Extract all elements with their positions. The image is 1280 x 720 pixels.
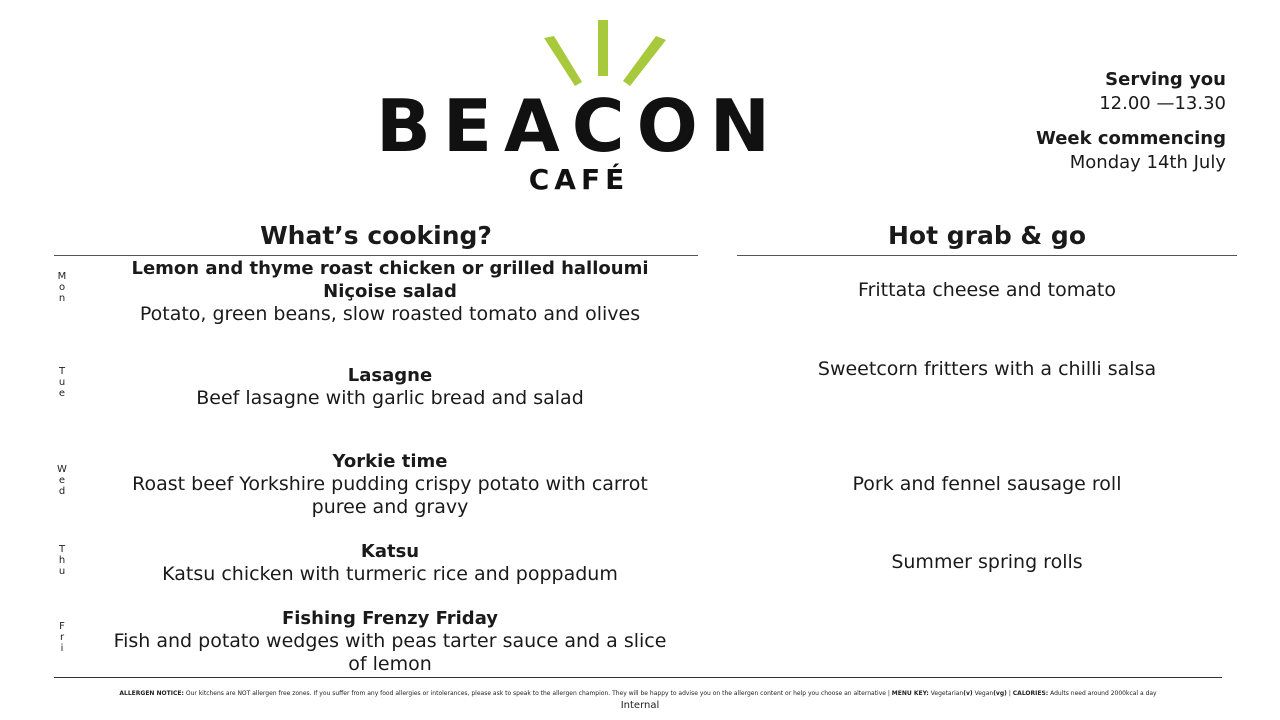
grab-mon: Frittata cheese and tomato [858, 279, 1116, 301]
menu-thu [110, 540, 670, 586]
menu-title: Yorkie time [332, 451, 448, 472]
allergen-notice [54, 690, 1222, 698]
menu-title: Lasagne [347, 365, 433, 386]
logo-wordmark: BEACON [375, 84, 783, 168]
day-letter: e [58, 388, 66, 399]
menu-subtitle: Niçoise salad [323, 281, 457, 302]
beacon-cafe-logo [372, 18, 786, 198]
grab-wed: Pork and fennel sausage roll [852, 473, 1122, 495]
day-label-tue [54, 366, 70, 399]
week-date: Monday 14th July [1069, 152, 1226, 173]
day-label-fri [54, 621, 70, 654]
serving-time: 12.00 —13.30 [1099, 93, 1226, 114]
day-letter: h [58, 555, 66, 566]
footer-divider [54, 677, 1222, 678]
day-letter: n [58, 293, 66, 304]
day-letter: W [57, 464, 67, 475]
footer-separator: | [1008, 690, 1011, 697]
menu-mon [110, 257, 670, 326]
day-letter: r [59, 632, 65, 643]
menu-description: Fish and potato wedges with peas tarter sauce and a slice of lemon [113, 630, 667, 675]
week-label: Week commencing [1036, 128, 1226, 149]
menu-description: Roast beef Yorkshire pudding crispy potato with carrot puree and gravy [132, 473, 648, 518]
vegan-mark: (vg) [993, 690, 1007, 697]
whats-cooking-heading: What’s cooking? [260, 221, 492, 250]
menu-tue [110, 364, 670, 410]
menu-description: Katsu chicken with turmeric rice and poppadum [162, 563, 618, 585]
calories-text: Adults need around 2000kcal a day [1050, 690, 1157, 697]
right-divider [737, 255, 1237, 256]
week-info [1036, 127, 1226, 175]
menu-key-title: MENU KEY: [891, 690, 929, 697]
veg-mark: (v) [963, 690, 973, 697]
serving-label: Serving you [1105, 69, 1226, 90]
day-letter: T [58, 366, 66, 377]
menu-title: Fishing Frenzy Friday [281, 608, 499, 629]
menu-title: Lemon and thyme roast chicken or grilled halloumi [131, 258, 649, 279]
day-label-wed [54, 464, 70, 497]
menu-description: Beef lasagne with garlic bread and salad [196, 387, 584, 409]
day-letter: o [58, 282, 66, 293]
hot-grab-heading: Hot grab & go [887, 221, 1087, 250]
logo-subtitle: CAFÉ [528, 163, 630, 196]
left-divider [54, 255, 698, 256]
grab-thu: Summer spring rolls [891, 551, 1083, 573]
menu-wed [110, 450, 670, 519]
day-letter: M [57, 271, 67, 282]
menu-key-text: Vegetarian [930, 690, 964, 697]
allergen-title: ALLERGEN NOTICE: [119, 690, 184, 697]
day-letter: i [60, 643, 64, 654]
day-letter: u [58, 377, 66, 388]
day-letter: u [58, 566, 66, 577]
day-letter: e [58, 475, 66, 486]
day-label-thu [54, 544, 70, 577]
menu-description: Potato, green beans, slow roasted tomato and olives [139, 303, 641, 325]
day-letter: F [59, 621, 65, 632]
menu-title: Katsu [360, 541, 420, 562]
vegan-text: Vegan [974, 690, 994, 697]
menu-fri [110, 607, 670, 676]
grab-tue: Sweetcorn fritters with a chilli salsa [817, 358, 1157, 380]
calories-title: CALORIES: [1012, 690, 1049, 697]
day-label-mon [54, 271, 70, 304]
day-letter: T [58, 544, 66, 555]
internal-label: Internal [620, 700, 660, 711]
serving-info [1099, 68, 1226, 116]
day-letter: d [58, 486, 66, 497]
allergen-text: Our kitchens are NOT allergen free zones. If you suffer from any food allergies or intolerances, please ask to speak to the allergen champion. They will be happy to advise you on the allergen content or help you choose an alternative | [185, 690, 890, 697]
